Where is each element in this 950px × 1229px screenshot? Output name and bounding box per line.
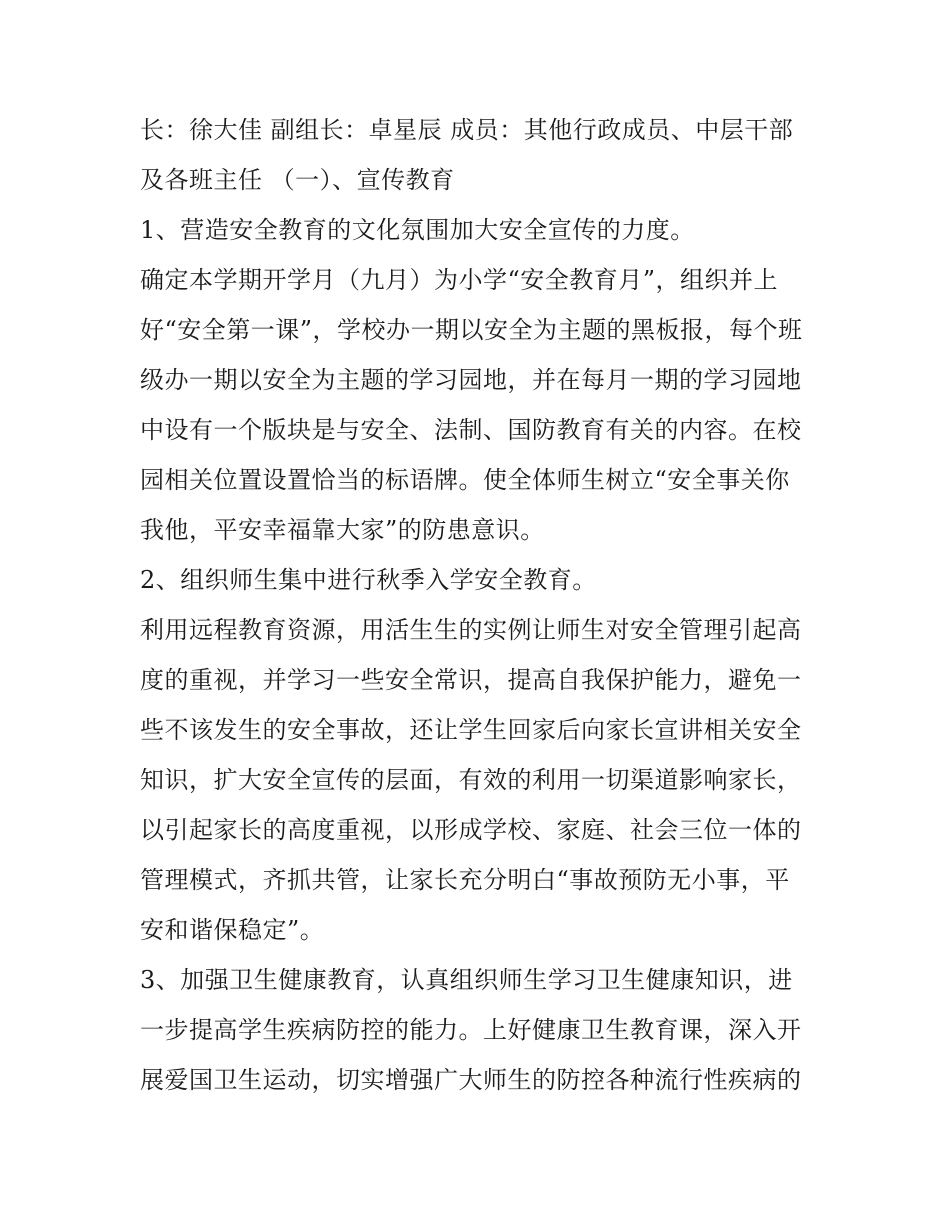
- text-line: 确定本学期开学月（九月）为小学“安全教育月”，组织并上: [140, 266, 779, 294]
- text-line: 一步提高学生疾病防控的能力。上好健康卫生教育课，深入开: [140, 1016, 802, 1044]
- text-line: 好“安全第一课”，学校办一期以安全为主题的黑板报，每个班: [140, 316, 803, 344]
- section-heading: 2、组织师生集中进行秋季入学安全教育。: [140, 566, 597, 594]
- text-line: 度的重视，并学习一些安全常识，提高自我保护能力，避免一: [140, 666, 802, 694]
- text-line: 些不该发生的安全事故，还让学生回家后向家长宣讲相关安全: [140, 716, 802, 744]
- text-line: 利用远程教育资源，用活生生的实例让师生对安全管理引起高: [140, 616, 802, 644]
- document-body: [140, 105, 820, 1105]
- text-line: 中设有一个版块是与安全、法制、国防教育有关的内容。在校: [140, 416, 802, 444]
- text-line: 安和谐保稳定”。: [140, 916, 325, 944]
- text-line: 我他，平安幸福靠大家”的防患意识。: [140, 516, 545, 544]
- section-heading: 3、加强卫生健康教育，认真组织师生学习卫生健康知识，进: [140, 966, 793, 994]
- section-heading: 1、营造安全教育的文化氛围加大安全宣传的力度。: [140, 216, 695, 244]
- text-line: 展爱国卫生运动，切实增强广大师生的防控各种流行性疾病的: [140, 1066, 802, 1094]
- text-line: 长：徐大佳 副组长：卓星辰 成员：其他行政成员、中层干部: [140, 116, 794, 144]
- text-line: 及各班主任 （一）、宣传教育: [140, 166, 455, 194]
- text-line: 级办一期以安全为主题的学习园地，并在每月一期的学习园地: [140, 366, 802, 394]
- text-line: 知识，扩大安全宣传的层面，有效的利用一切渠道影响家长，: [140, 766, 802, 794]
- text-line: 园相关位置设置恰当的标语牌。使全体师生树立“安全事关你: [140, 466, 790, 494]
- text-line: 管理模式，齐抓共管，让家长充分明白“事故预防无小事，平: [140, 866, 790, 894]
- text-line: 以引起家长的高度重视，以形成学校、家庭、社会三位一体的: [140, 816, 802, 844]
